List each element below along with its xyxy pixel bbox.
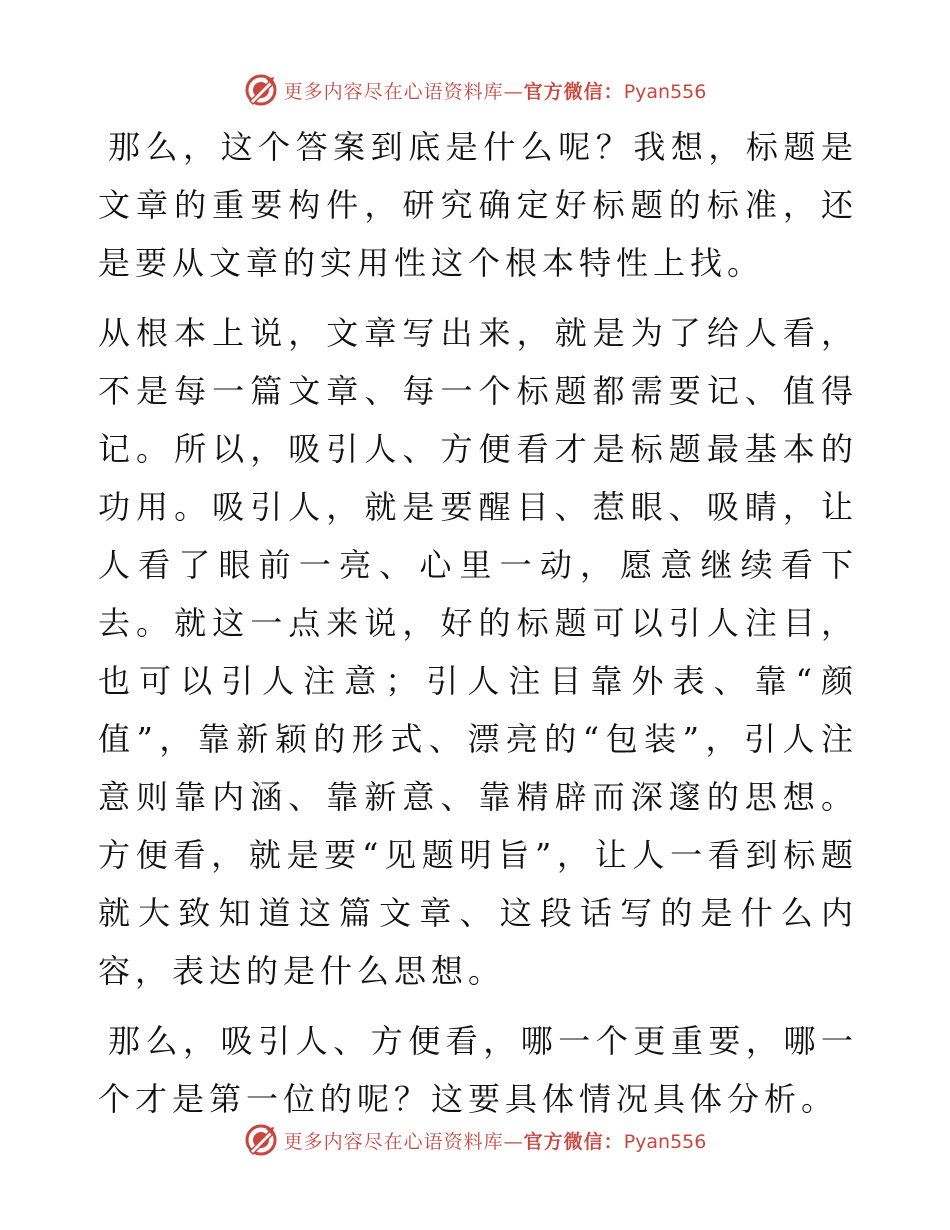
footer-separator: — <box>503 1130 524 1153</box>
header-brand-text: 更多内容尽在心语资料库 <box>283 80 504 103</box>
header-wechat-id: Pyan556 <box>623 80 707 103</box>
brand-logo-icon <box>244 73 278 107</box>
header-banner-text <box>284 77 707 104</box>
header-banner <box>0 70 950 110</box>
paragraph-3: 那么，吸引人、方便看，哪一个更重要，哪一个才是第一位的呢？这要具体情况具体分析。 <box>98 1022 858 1118</box>
header-separator: — <box>503 80 524 103</box>
paragraph-2: 从根本上说，文章写出来，就是为了给人看，不是每一篇文章、每一个标题都需要记、值得记。所以，吸引人、方便看才是标题最基本的功用。吸引人，就是要醒目、惹眼、吸睛，让人看了眼前一亮、心里一动，愿意继续看下去。就这一点来说，好的标题可以引人注目，也可以引人注意；引人注目靠外表、靠“颜值”，靠新颖的形式、漂亮的“包装”，引人注意则靠内涵、靠新意、靠精辟而深邃的思想。方便看，就是要“见题明旨”，让人一看到标题就大致知道这篇文章、这段话写的是什么内容，表达的是什么思想。 <box>98 314 858 990</box>
footer-wechat-id: Pyan556 <box>623 1130 707 1153</box>
footer-brand-text: 更多内容尽在心语资料库 <box>283 1130 504 1153</box>
header-wechat-label: 官方微信： <box>523 80 624 103</box>
footer-banner-text <box>284 1127 707 1154</box>
paragraph-1: 那么，这个答案到底是什么呢？我想，标题是文章的重要构件，研究确定好标题的标准，还是要从文章的实用性这个根本特性上找。 <box>98 128 858 282</box>
document-body <box>98 118 858 1140</box>
brand-logo-icon <box>244 1123 278 1157</box>
footer-wechat-label: 官方微信： <box>523 1130 624 1153</box>
footer-banner <box>0 1120 950 1160</box>
